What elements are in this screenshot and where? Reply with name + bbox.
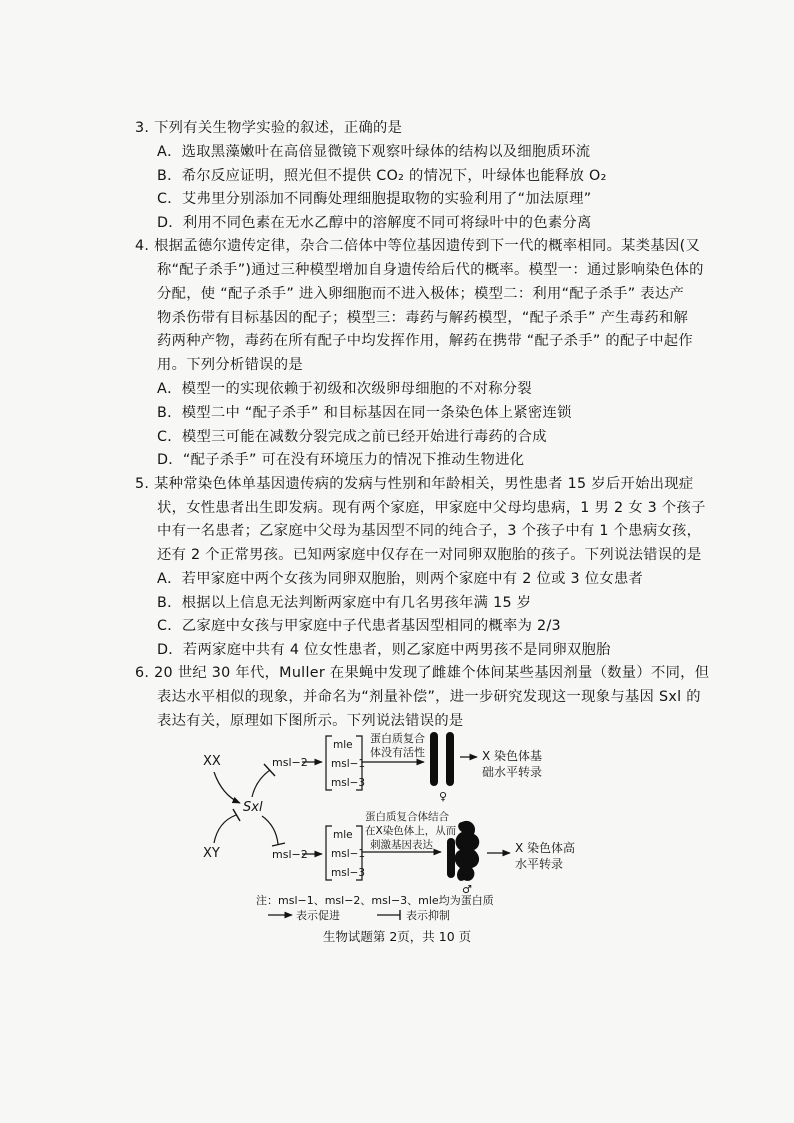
q6-stem-line: 6. 20 世纪 30 年代，Muller 在果蝇中发现了雌雄个体间某些基因剂量（数量）不同，但	[135, 665, 710, 681]
q6-stem-line: 表达水平相似的现象，并命名为“剂量补偿”，进一步研究发现这一现象与基因 Sxl 的	[157, 689, 701, 705]
q3-option-b: B．希尔反应证明，照光但不提供 CO₂ 的情况下，叶绿体也能释放 O₂	[157, 168, 607, 184]
xy-label: XY	[203, 846, 220, 861]
msl3-bottom-label: msl−3	[331, 867, 366, 879]
sxl-label: Sxl	[243, 800, 263, 815]
sxl-inhibit-bottom-line	[262, 816, 278, 844]
q3-option-c: C．艾弗里分别添加不同酶处理细胞提取物的实验利用了“加法原理”	[157, 191, 592, 207]
q4-stem-line: 用。下列分析错误的是	[157, 357, 303, 373]
msl1-top-label: msl−1	[331, 758, 366, 770]
q3-option-a: A．选取黑藻嫩叶在高倍显微镜下观察叶绿体的结构以及细胞质环流	[157, 144, 591, 160]
q4-stem-line: 称“配子杀手”)通过三种模型增加自身遗传给后代的概率。模型一：通过影响染色体的	[157, 262, 704, 278]
sxl-inhibit-top-line	[252, 770, 270, 797]
female-x-chromosome	[430, 732, 438, 786]
mle-bottom-label: mle	[333, 829, 353, 841]
q5-option-d: D．若两家庭中共有 4 位女性患者，则乙家庭中两男孩不是同卵双胞胎	[157, 642, 611, 658]
xy-inhibit-sxl-line	[214, 815, 236, 843]
msl2-top-label: msl−2	[272, 756, 308, 769]
q4-option-a: A．模型一的实现依赖于初级和次级卵母细胞的不对称分裂	[157, 381, 532, 397]
q5-option-a: A．若甲家庭中两个女孩为同卵双胞胎，则两个家庭中有 2 位或 3 位女患者	[157, 571, 644, 587]
q5-stem-line: 5. 某种常染色体单基因遗传病的发病与性别和年龄相关，男性患者 15 岁后开始出现症	[135, 476, 694, 492]
bottom-box-line: 刺激基因表达	[370, 839, 433, 851]
q4-stem-line: 物杀伤带有目标基因的配子；模型三：毒药与解药模型，“配子杀手” 产生毒药和解	[157, 310, 689, 326]
q4-option-c: C．模型三可能在减数分裂完成之前已经开始进行毒药的合成	[157, 429, 547, 445]
diagram-note: 注：msl−1、msl−2、msl−3、mle均为蛋白质	[256, 894, 494, 907]
msl3-top-label: msl−3	[331, 777, 366, 789]
mle-top-label: mle	[333, 739, 353, 751]
legend-promote-label: 表示促进	[296, 909, 340, 922]
msl2-bottom-label: msl−2	[272, 848, 308, 861]
bottom-result-line: 水平转录	[515, 857, 564, 871]
top-box-line: 体没有活性	[370, 746, 425, 759]
q5-stem-line: 还有 2 个正常男孩。已知两家庭中仅存在一对同卵双胞胎的孩子。下列说法错误的是	[157, 547, 702, 563]
q5-stem-line: 状，女性患者出生即发病。现有两个家庭，甲家庭中父母均患病，1 男 2 女 3 个孩子	[157, 500, 706, 516]
female-x-chromosome	[446, 732, 454, 786]
legend-inhibit-label: 表示抑制	[406, 909, 450, 922]
xx-promote-sxl-arrow	[214, 772, 240, 803]
q3-stem: 3. 下列有关生物学实验的叙述，正确的是	[135, 120, 403, 136]
q4-stem-line: 4. 根据孟德尔遗传定律，杂合二倍体中等位基因遗传到下一代的概率相同。某类基因(又	[135, 238, 701, 254]
q4-stem-line: 药两种产物，毒药在所有配子中均发挥作用，解药在携带 “配子杀手” 的配子中起作	[157, 333, 693, 349]
top-result-line: X 染色体基	[482, 749, 543, 763]
female-symbol: ♀	[439, 790, 448, 803]
xx-label: XX	[203, 754, 221, 769]
q5-option-b: B．根据以上信息无法判断两家庭中有几名男孩年满 15 岁	[157, 595, 532, 611]
q3-option-d: D．利用不同色素在无水乙醇中的溶解度不同可将绿叶中的色素分离	[157, 215, 592, 231]
top-result-line: 础水平转录	[482, 765, 543, 779]
top-box-line: 蛋白质复合	[370, 732, 425, 745]
q4-stem-line: 分配，使 “配子杀手” 进入卵细胞而不进入极体；模型二：利用“配子杀手” 表达产	[157, 286, 685, 302]
bottom-box-line: 蛋白质复合体结合	[365, 811, 449, 823]
q6-stem-line: 表达有关，原理如下图所示。下列说法错误的是	[157, 713, 464, 729]
page-footer: 生物试题第 2页，共 10 页	[322, 929, 472, 944]
bottom-box-line: 在X染色体上，从而	[365, 825, 457, 837]
msl1-bottom-label: msl−1	[331, 848, 366, 860]
male-symbol: ♂	[462, 883, 472, 896]
q5-option-c: C．乙家庭中女孩与甲家庭中子代患者基因型相同的概率为 2/3	[157, 618, 561, 634]
q5-stem-line: 中有一名患者；乙家庭中父母为基因型不同的纯合子，3 个孩子中有 1 个患病女孩，	[157, 523, 702, 539]
bottom-result-line: X 染色体高	[515, 841, 576, 855]
xy-inhibit-sxl-bar	[233, 809, 240, 821]
q4-option-d: D．“配子杀手” 可在没有环境压力的情况下推动生物进化	[157, 452, 525, 468]
q4-option-b: B．模型二中 “配子杀手” 和目标基因在同一条染色体上紧密连锁	[157, 405, 572, 421]
